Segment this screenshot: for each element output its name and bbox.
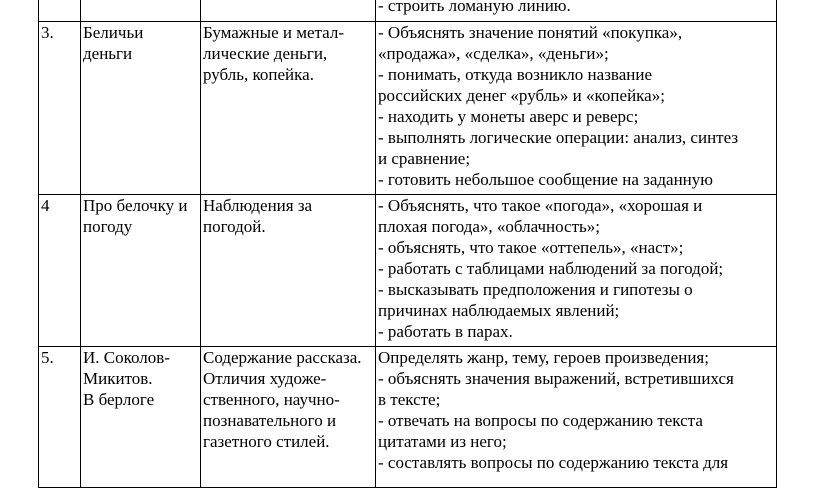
skill-line: - объяснять, что такое «оттепель», «наст»; <box>378 238 684 257</box>
lesson-topic-cell <box>81 195 201 347</box>
lesson-skills-cell <box>376 22 777 195</box>
lesson-number: 4 <box>41 196 50 215</box>
content-line: познавательного и <box>203 411 337 430</box>
content-line: Наблюдения за <box>203 196 313 215</box>
lesson-topic-cell <box>81 22 201 195</box>
lesson-topic-cell <box>81 347 201 488</box>
topic-line: деньги <box>83 44 133 63</box>
lesson-number-cell <box>39 0 81 22</box>
skill-line: - готовить небольшое сообщение на заданную <box>378 170 713 189</box>
skill-line: причинах наблюдаемых явлений; <box>378 301 620 320</box>
skill-line: Определять жанр, тему, героев произведения; <box>378 348 709 367</box>
skill-line: - объяснять значения выражений, встретившихся <box>378 369 734 388</box>
content-line: погодой. <box>203 217 266 236</box>
skill-line: и сравнение; <box>378 149 471 168</box>
skill-line: «продажа», «сделка», «деньги»; <box>378 44 609 63</box>
skill-line: плохая погода», «облачность»; <box>378 217 600 236</box>
topic-line: И. Соколов- <box>83 348 170 367</box>
content-line: лические деньги, <box>203 44 328 63</box>
skill-line: - выполнять логические операции: анализ, синтез <box>378 128 739 147</box>
topic-line: В берлоге <box>83 390 155 409</box>
lesson-content-cell <box>201 347 376 488</box>
topic-line: Беличьи <box>83 23 144 42</box>
content-line: газетного стилей. <box>203 432 330 451</box>
skill-line: - Объяснять значение понятий «покупка», <box>378 23 683 42</box>
lesson-number: 3. <box>41 23 54 42</box>
skill-line: - работать в парах. <box>378 322 513 341</box>
table-row <box>39 0 777 22</box>
skill-line: - высказывать предположения и гипотезы о <box>378 280 693 299</box>
lesson-number-cell <box>39 347 81 488</box>
content-line: Отличия художе- <box>203 369 327 388</box>
skill-line: российских денег «рубль» и «копейка»; <box>378 86 665 105</box>
topic-line: погоду <box>83 217 133 236</box>
skill-line: - составлять вопросы по содержанию текста для <box>378 453 729 472</box>
lesson-number-cell <box>39 22 81 195</box>
lesson-skills-cell <box>376 347 777 488</box>
skill-line: - работать с таблицами наблюдений за погодой; <box>378 259 724 278</box>
topic-line: Микитов. <box>83 369 153 388</box>
content-line: ственного, научно- <box>203 390 340 409</box>
skill-line: в тексте; <box>378 390 441 409</box>
lesson-topic-cell <box>81 0 201 22</box>
lesson-skills-cell <box>376 195 777 347</box>
topic-line: Про белочку и <box>83 196 188 215</box>
table-row <box>39 195 777 347</box>
lesson-number-cell <box>39 195 81 347</box>
lesson-plan-table <box>38 0 777 488</box>
skill-line: - находить у монеты аверс и реверс; <box>378 107 639 126</box>
skill-line: - отвечать на вопросы по содержанию текста <box>378 411 703 430</box>
content-line: рубль, копейка. <box>203 65 314 84</box>
content-line: Бумажные и метал- <box>203 23 344 42</box>
table-row <box>39 347 777 488</box>
lesson-content-cell <box>201 195 376 347</box>
lesson-content-cell <box>201 22 376 195</box>
skill-line: - Объяснять, что такое «погода», «хорошая и <box>378 196 703 215</box>
content-line: Содержание рассказа. <box>203 348 362 367</box>
lesson-content-cell <box>201 0 376 22</box>
table-row <box>39 22 777 195</box>
lesson-skills-cell <box>376 0 777 22</box>
skill-line: - понимать, откуда возникло название <box>378 65 652 84</box>
lesson-number: 5. <box>41 348 54 367</box>
skill-line: - строить ломаную линию. <box>378 0 571 15</box>
skill-line: цитатами из него; <box>378 432 507 451</box>
